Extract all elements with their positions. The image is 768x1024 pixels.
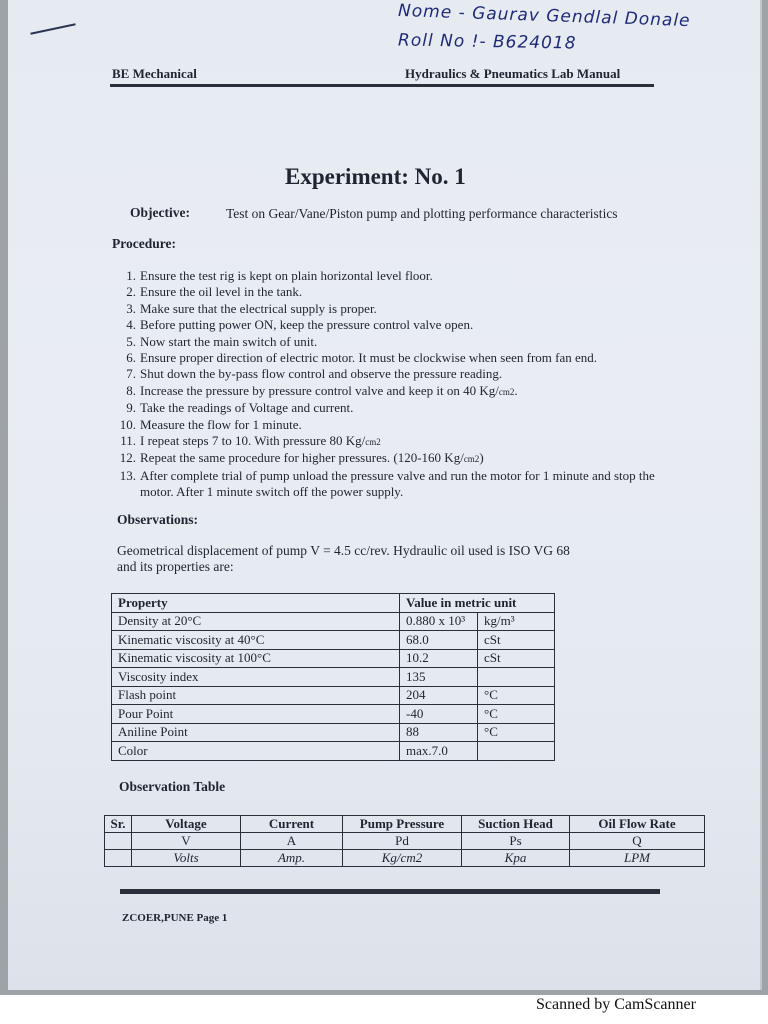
property-name-cell: Kinematic viscosity at 100°C [112,649,400,668]
property-name-cell: Kinematic viscosity at 40°C [112,631,400,650]
step-number: 10. [119,416,136,432]
step-number: 8. [126,382,136,398]
step-text: Make sure that the electrical supply is proper. [140,300,377,316]
property-value-cell: 204 [400,686,478,705]
objective-text: Test on Gear/Vane/Piston pump and plotting performance characteristics [226,206,618,221]
procedure-step [112,450,672,467]
property-name-cell: Pour Point [112,705,400,724]
footer-rule [120,889,660,894]
procedure-step [112,383,672,400]
step-number: 7. [126,366,136,382]
handwritten-name: Nome - Gaurav Gendlal Donale [397,0,691,32]
step-number: 3. [126,300,136,316]
step-tail: . [514,382,518,398]
property-value-cell: 88 [400,723,478,742]
step-text: Ensure the test rig is kept on plain horizontal level floor. [140,268,433,283]
footer-text: ZCOER,PUNE Page 1 [122,912,228,924]
property-name-cell: Density at 20°C [112,612,400,631]
procedure-step [112,334,672,350]
property-name-cell: Flash point [112,686,400,705]
procedure-step [112,417,672,433]
property-unit-cell: kg/m³ [478,612,555,631]
table-row [112,612,555,631]
header-manual-title: Hydraulics & Pneumatics Lab Manual [405,66,621,81]
table-row [112,649,555,668]
step-text: Shut down the by-pass flow control and observe the pressure reading. [140,366,503,382]
observations-heading: Observations: [117,512,198,527]
symbol-cell: Pd [343,833,462,850]
property-name-cell: Viscosity index [112,668,400,687]
table-row [112,631,555,650]
step-number: 6. [126,350,136,366]
header-value: Value in metric unit [400,594,555,613]
step-text: After complete trial of pump unload the pressure valve and run the motor for 1 minute and stop the motor. After 1 minute switch off the power supply. [140,467,655,500]
step-text: Before putting power ON, keep the pressure control valve open. [140,317,474,333]
symbol-cell [105,833,132,850]
property-unit-cell: °C [478,686,555,705]
procedure-list [112,268,672,501]
unit-cell: Amp. [241,850,343,867]
procedure-step [112,317,672,333]
unit-cell: Kg/cm2 [343,850,462,867]
procedure-step [112,366,672,382]
property-unit-cell [478,742,555,761]
handwritten-roll-number: Roll No !- B624018 [397,30,577,54]
step-number: 12. [119,450,136,466]
table-row [112,705,555,724]
header-property: Property [112,594,400,613]
observation-table [104,815,705,867]
col-suction-head: Suction Head [462,816,570,833]
table-row [112,668,555,687]
property-value-cell: max.7.0 [400,742,478,761]
unit-cell: Volts [132,850,241,867]
property-unit-cell: cSt [478,631,555,650]
symbol-cell: Q [570,833,705,850]
step-text: Increase the pressure by pressure control valve and keep it on 40 Kg/ [140,382,499,398]
procedure-heading: Procedure: [112,236,176,251]
col-current: Current [241,816,343,833]
oil-properties-body [112,612,555,760]
procedure-step [112,284,672,300]
oil-properties-table [111,593,555,761]
step-number: 13. [119,467,136,483]
symbol-cell: V [132,833,241,850]
property-value-cell: -40 [400,705,478,724]
property-name-cell: Color [112,742,400,761]
property-unit-cell: cSt [478,649,555,668]
step-number: 1. [126,268,136,283]
unit-cell [105,850,132,867]
symbol-cell: Ps [462,833,570,850]
property-unit-cell [478,668,555,687]
displacement-text: Geometrical displacement of pump V = 4.5 cc/rev. Hydraulic oil used is ISO VG 68 and its properties are: [117,543,570,574]
step-text: Take the readings of Voltage and current. [140,400,354,416]
table-row [112,686,555,705]
col-oil-flow-rate: Oil Flow Rate [570,816,705,833]
camscanner-watermark: Scanned by CamScanner [536,996,696,1013]
step-text: Repeat the same procedure for higher pressures. (120-160 Kg/ [140,450,464,466]
procedure-step [112,350,672,366]
step-text: Ensure the oil level in the tank. [140,284,303,300]
procedure-step [112,268,672,284]
unit-cell: Kpa [462,850,570,867]
procedure-step [112,400,672,416]
step-unit-subscript: cm2 [498,386,515,397]
table-header-row [112,594,555,613]
property-unit-cell: °C [478,705,555,724]
step-number: 4. [126,317,136,333]
step-number: 5. [126,333,136,349]
procedure-step [112,301,672,317]
observation-table-heading: Observation Table [119,779,226,794]
col-pump-pressure: Pump Pressure [343,816,462,833]
procedure-step [112,468,672,501]
step-unit-subscript: cm2 [463,454,480,465]
observation-unit-row [105,850,705,867]
step-text: I repeat steps 7 to 10. With pressure 80 Kg/ [140,433,366,449]
table-row [112,742,555,761]
symbol-cell: A [241,833,343,850]
property-unit-cell: °C [478,723,555,742]
property-value-cell: 10.2 [400,649,478,668]
col-voltage: Voltage [132,816,241,833]
step-number: 2. [126,284,136,300]
step-text: Measure the flow for 1 minute. [140,416,302,432]
objective-label: Objective: [130,205,190,220]
property-value-cell: 0.880 x 10³ [400,612,478,631]
step-text: Ensure proper direction of electric motor. It must be clockwise when seen from fan end. [140,350,598,366]
step-unit-subscript: cm2 [365,437,381,448]
table-row [112,723,555,742]
step-number: 11. [120,433,136,449]
step-text: Now start the main switch of unit. [140,333,318,349]
step-tail: ) [479,450,484,466]
procedure-step [112,433,672,450]
property-value-cell: 135 [400,668,478,687]
header-rule [110,84,654,87]
col-sr: Sr. [105,816,132,833]
observation-header-row [105,816,705,833]
header-department: BE Mechanical [112,66,197,81]
observation-symbol-row [105,833,705,850]
experiment-title: Experiment: No. 1 [285,164,466,189]
property-name-cell: Aniline Point [112,723,400,742]
unit-cell: LPM [570,850,705,867]
step-number: 9. [126,400,136,416]
property-value-cell: 68.0 [400,631,478,650]
